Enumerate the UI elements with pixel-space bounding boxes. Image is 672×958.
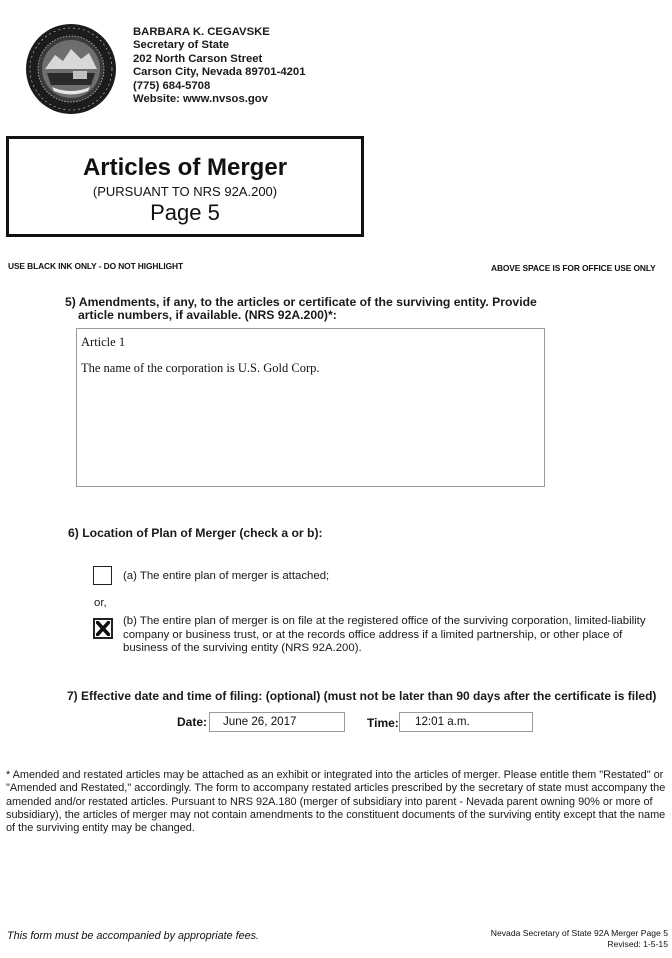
website: Website: www.nvsos.gov (133, 93, 268, 106)
date-field[interactable]: June 26, 2017 (209, 712, 345, 732)
time-field[interactable]: 12:01 a.m. (399, 712, 533, 732)
section-6-heading: 6) Location of Plan of Merger (check a or b): (68, 526, 323, 540)
x-check-icon (96, 621, 110, 636)
nevada-state-seal (25, 23, 117, 115)
option-b-checkbox[interactable] (93, 618, 113, 639)
date-label: Date: (177, 715, 208, 729)
revision-date: Revised: 1-5-15 (607, 938, 668, 949)
official-title: Secretary of State (133, 39, 230, 52)
street-address: 202 North Carson Street (133, 52, 263, 65)
option-a-label: (a) The entire plan of merger is attached; (123, 570, 330, 582)
section-5-heading-line2: article numbers, if available. (NRS 92A.200)*: (78, 308, 337, 322)
restated-articles-footnote: * Amended and restated articles may be attached as an exhibit or integrated into the articles of merger. Please entitle them "Restated" or "Amended and Restated," accordingly. The form to accompany restated articles prescribed by the secretary of state must accompany the amended and/or restated articles. Pursuant to NRS 92A.180 (merger of subsidiary into parent - Nevada parent owning 90% or more of subsidiary), the articles of merger may not contain amendments to the constituent documents of the surviving entity except that the name of the surviving entity may be changed. (6, 769, 666, 835)
form-title-box (6, 136, 364, 237)
form-subtitle: (PURSUANT TO NRS 92A.200) (92, 184, 278, 199)
section-5-heading-line1: 5) Amendments, if any, to the articles or certificate of the surviving entity. Provide (65, 295, 537, 309)
form-title: Articles of Merger (82, 154, 288, 181)
time-label: Time: (367, 716, 399, 730)
form-id: Nevada Secretary of State 92A Merger Page 5 (490, 928, 668, 938)
form-identifier (491, 928, 668, 949)
seal-icon (25, 23, 117, 115)
amendment-text: The name of the corporation is U.S. Gold Corp. (81, 361, 320, 375)
option-a-checkbox[interactable] (93, 566, 112, 585)
ink-notice: USE BLACK INK ONLY - DO NOT HIGHLIGHT (8, 261, 183, 271)
amendments-field[interactable] (76, 328, 545, 487)
official-name: BARBARA K. CEGAVSKE (133, 26, 270, 38)
page-number: Page 5 (150, 200, 220, 225)
section-7-heading: 7) Effective date and time of filing: (optional) (must not be later than 90 days after the certificate is filed) (67, 689, 657, 703)
city-state-zip: Carson City, Nevada 89701-4201 (133, 66, 306, 79)
or-separator: or, (94, 597, 107, 609)
phone-number: (775) 684-5708 (133, 79, 211, 92)
section-5-heading (65, 296, 537, 322)
amendment-article: Article 1 (81, 335, 126, 349)
secretary-of-state-address (133, 26, 305, 106)
office-use-notice: ABOVE SPACE IS FOR OFFICE USE ONLY (491, 263, 656, 273)
fees-notice: This form must be accompanied by appropriate fees. (7, 930, 260, 942)
option-b-label: (b) The entire plan of merger is on file at the registered office of the surviving corporation, limited-liability company or business trust, or at the records office address if a limited partnership, or other place of business of the surviving entity (NRS 92A.200). (123, 615, 646, 654)
